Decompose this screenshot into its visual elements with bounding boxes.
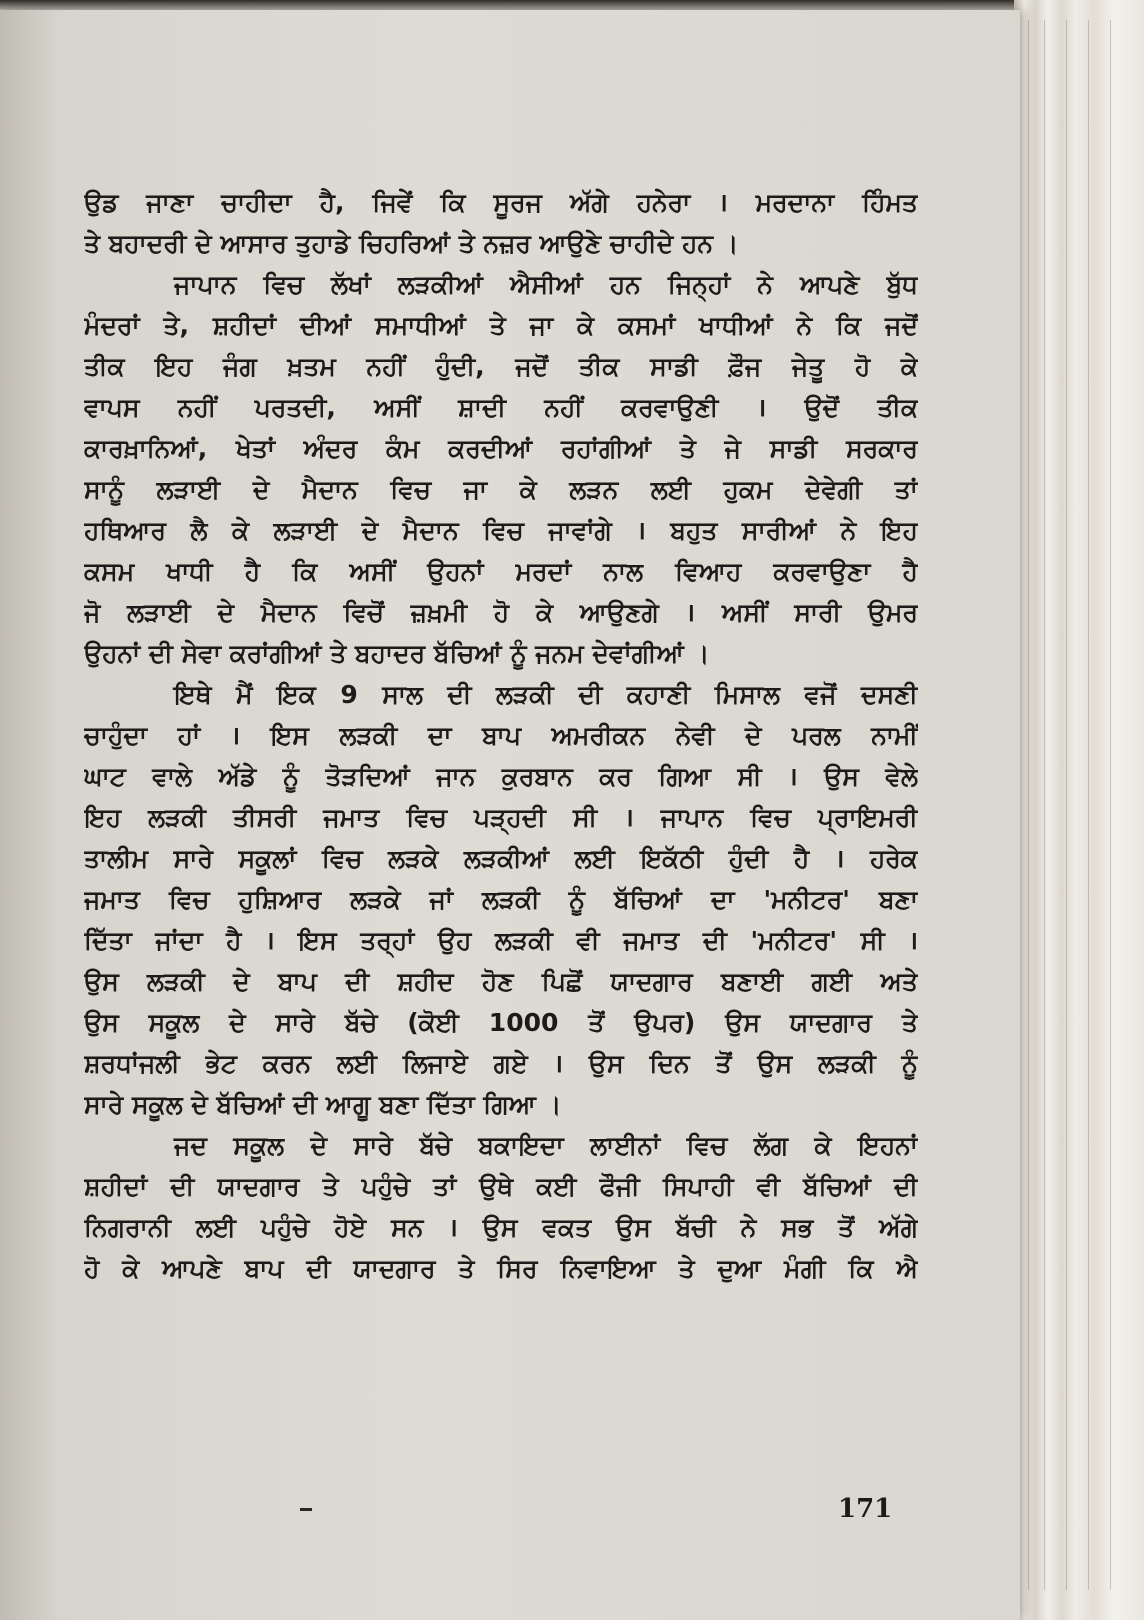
text-line: ਹਥਿਆਰ ਲੈ ਕੇ ਲੜਾਈ ਦੇ ਮੈਦਾਨ ਵਿਚ ਜਾਵਾਂਗੇ । ਬਹੁਤ ਸਾਰੀਆਂ ਨੇ ਇਹ	[84, 516, 918, 545]
text-line: ਸ਼ਹੀਦਾਂ ਦੀ ਯਾਦਗਾਰ ਤੇ ਪਹੁੰਚੇ ਤਾਂ ਉਥੇ ਕਈ ਫੌਜੀ ਸਿਪਾਹੀ ਵੀ ਬੱਚਿਆਂ ਦੀ	[84, 1172, 918, 1201]
text-line: ਉਸ ਸਕੂਲ ਦੇ ਸਾਰੇ ਬੱਚੇ (ਕੋਈ 1000 ਤੋਂ ਉਪਰ) ਉਸ ਯਾਦਗਾਰ ਤੇ	[84, 1008, 918, 1037]
page-edge-line	[1110, 20, 1111, 1590]
text-line: ਉਹਨਾਂ ਦੀ ਸੇਵਾ ਕਰਾਂਗੀਆਂ ਤੇ ਬਹਾਦਰ ਬੱਚਿਆਂ ਨੂੰ ਜਨਮ ਦੇਵਾਂਗੀਆਂ ।	[84, 639, 710, 668]
footer-dash	[300, 1508, 312, 1511]
text-line: ਜਮਾਤ ਵਿਚ ਹੁਸ਼ਿਆਰ ਲੜਕੇ ਜਾਂ ਲੜਕੀ ਨੂੰ ਬੱਚਿਆਂ ਦਾ 'ਮਨੀਟਰ' ਬਣਾ	[84, 885, 918, 914]
text-line: ਇਥੇ ਮੈਂ ਇਕ 9 ਸਾਲ ਦੀ ਲੜਕੀ ਦੀ ਕਹਾਣੀ ਮਿਸਾਲ ਵਜੋਂ ਦਸਣੀ	[174, 680, 918, 709]
text-line: ਜਦ ਸਕੂਲ ਦੇ ਸਾਰੇ ਬੱਚੇ ਬਕਾਇਦਾ ਲਾਈਨਾਂ ਵਿਚ ਲੱਗ ਕੇ ਇਹਨਾਂ	[174, 1131, 918, 1160]
page-number: 171	[838, 1494, 893, 1524]
text-line: ਸਾਰੇ ਸਕੂਲ ਦੇ ਬੱਚਿਆਂ ਦੀ ਆਗੂ ਬਣਾ ਦਿੱਤਾ ਗਿਆ ।	[84, 1090, 562, 1119]
stacked-page-edges	[1014, 0, 1144, 1620]
page-edge-line	[1028, 20, 1029, 1590]
text-line: ਹੋ ਕੇ ਆਪਣੇ ਬਾਪ ਦੀ ਯਾਦਗਾਰ ਤੇ ਸਿਰ ਨਿਵਾਇਆ ਤੇ ਦੁਆ ਮੰਗੀ ਕਿ ਐ	[84, 1254, 918, 1283]
page-edge-line	[1066, 20, 1067, 1590]
text-line: ਕਸਮ ਖਾਧੀ ਹੈ ਕਿ ਅਸੀਂ ਉਹਨਾਂ ਮਰਦਾਂ ਨਾਲ ਵਿਆਹ ਕਰਵਾਉਣਾ ਹੈ	[84, 557, 918, 586]
text-line: ਵਾਪਸ ਨਹੀਂ ਪਰਤਦੀ, ਅਸੀਂ ਸ਼ਾਦੀ ਨਹੀਂ ਕਰਵਾਉਣੀ । ਉਦੋਂ ਤੀਕ	[84, 393, 918, 422]
text-line: ਤੇ ਬਹਾਦਰੀ ਦੇ ਆਸਾਰ ਤੁਹਾਡੇ ਚਿਹਰਿਆਂ ਤੇ ਨਜ਼ਰ ਆਉਣੇ ਚਾਹੀਦੇ ਹਨ ।	[84, 229, 739, 258]
text-line: ਸਾਨੂੰ ਲੜਾਈ ਦੇ ਮੈਦਾਨ ਵਿਚ ਜਾ ਕੇ ਲੜਨ ਲਈ ਹੁਕਮ ਦੇਵੇਗੀ ਤਾਂ	[84, 475, 918, 504]
page-edge-line	[1044, 20, 1045, 1590]
book-page	[0, 10, 1020, 1620]
text-line: ਚਾਹੁੰਦਾ ਹਾਂ । ਇਸ ਲੜਕੀ ਦਾ ਬਾਪ ਅਮਰੀਕਨ ਨੇਵੀ ਦੇ ਪਰਲ ਨਾਮੀਂ	[84, 721, 918, 750]
text-line: ਉਸ ਲੜਕੀ ਦੇ ਬਾਪ ਦੀ ਸ਼ਹੀਦ ਹੋਣ ਪਿਛੋਂ ਯਾਦਗਾਰ ਬਣਾਈ ਗਈ ਅਤੇ	[84, 967, 918, 996]
text-line: ਇਹ ਲੜਕੀ ਤੀਸਰੀ ਜਮਾਤ ਵਿਚ ਪੜ੍ਹਦੀ ਸੀ । ਜਾਪਾਨ ਵਿਚ ਪ੍ਰਾਇਮਰੀ	[84, 803, 918, 832]
body-text	[84, 182, 918, 1289]
text-line: ਘਾਟ ਵਾਲੇ ਅੱਡੇ ਨੂੰ ਤੋੜਦਿਆਂ ਜਾਨ ਕੁਰਬਾਨ ਕਰ ਗਿਆ ਸੀ । ਉਸ ਵੇਲੇ	[84, 762, 918, 791]
text-line: ਮੰਦਰਾਂ ਤੇ, ਸ਼ਹੀਦਾਂ ਦੀਆਂ ਸਮਾਧੀਆਂ ਤੇ ਜਾ ਕੇ ਕਸਮਾਂ ਖਾਧੀਆਂ ਨੇ ਕਿ ਜਦੋਂ	[84, 311, 918, 340]
text-line: ਉਡ ਜਾਣਾ ਚਾਹੀਦਾ ਹੈ, ਜਿਵੇਂ ਕਿ ਸੂਰਜ ਅੱਗੇ ਹਨੇਰਾ । ਮਰਦਾਨਾ ਹਿੰਮਤ	[84, 188, 918, 217]
text-line: ਕਾਰਖ਼ਾਨਿਆਂ, ਖੇਤਾਂ ਅੰਦਰ ਕੰਮ ਕਰਦੀਆਂ ਰਹਾਂਗੀਆਂ ਤੇ ਜੇ ਸਾਡੀ ਸਰਕਾਰ	[84, 434, 918, 463]
text-line: ਜੋ ਲੜਾਈ ਦੇ ਮੈਦਾਨ ਵਿਚੋਂ ਜ਼ਖ਼ਮੀ ਹੋ ਕੇ ਆਉਣਗੇ । ਅਸੀਂ ਸਾਰੀ ਉਮਰ	[84, 598, 918, 627]
text-line: ਤੀਕ ਇਹ ਜੰਗ ਖ਼ਤਮ ਨਹੀਂ ਹੁੰਦੀ, ਜਦੋਂ ਤੀਕ ਸਾਡੀ ਫ਼ੌਜ ਜੇਤੂ ਹੋ ਕੇ	[84, 352, 918, 381]
page-edge-line	[1088, 20, 1089, 1590]
text-line: ਦਿੱਤਾ ਜਾਂਦਾ ਹੈ । ਇਸ ਤਰ੍ਹਾਂ ਉਹ ਲੜਕੀ ਵੀ ਜਮਾਤ ਦੀ 'ਮਨੀਟਰ' ਸੀ ।	[84, 926, 918, 955]
text-line: ਤਾਲੀਮ ਸਾਰੇ ਸਕੂਲਾਂ ਵਿਚ ਲੜਕੇ ਲੜਕੀਆਂ ਲਈ ਇਕੱਠੀ ਹੁੰਦੀ ਹੈ । ਹਰੇਕ	[84, 844, 918, 873]
text-line: ਨਿਗਰਾਨੀ ਲਈ ਪਹੁੰਚੇ ਹੋਏ ਸਨ । ਉਸ ਵਕਤ ਉਸ ਬੱਚੀ ਨੇ ਸਭ ਤੋਂ ਅੱਗੇ	[84, 1213, 918, 1242]
text-line: ਜਾਪਾਨ ਵਿਚ ਲੱਖਾਂ ਲੜਕੀਆਂ ਐਸੀਆਂ ਹਨ ਜਿਨ੍ਹਾਂ ਨੇ ਆਪਣੇ ਬੁੱਧ	[174, 270, 918, 299]
gutter-shadow	[0, 10, 60, 1620]
text-line: ਸ਼ਰਧਾਂਜਲੀ ਭੇਟ ਕਰਨ ਲਈ ਲਿਜਾਏ ਗਏ । ਉਸ ਦਿਨ ਤੋਂ ਉਸ ਲੜਕੀ ਨੂੰ	[84, 1049, 918, 1078]
